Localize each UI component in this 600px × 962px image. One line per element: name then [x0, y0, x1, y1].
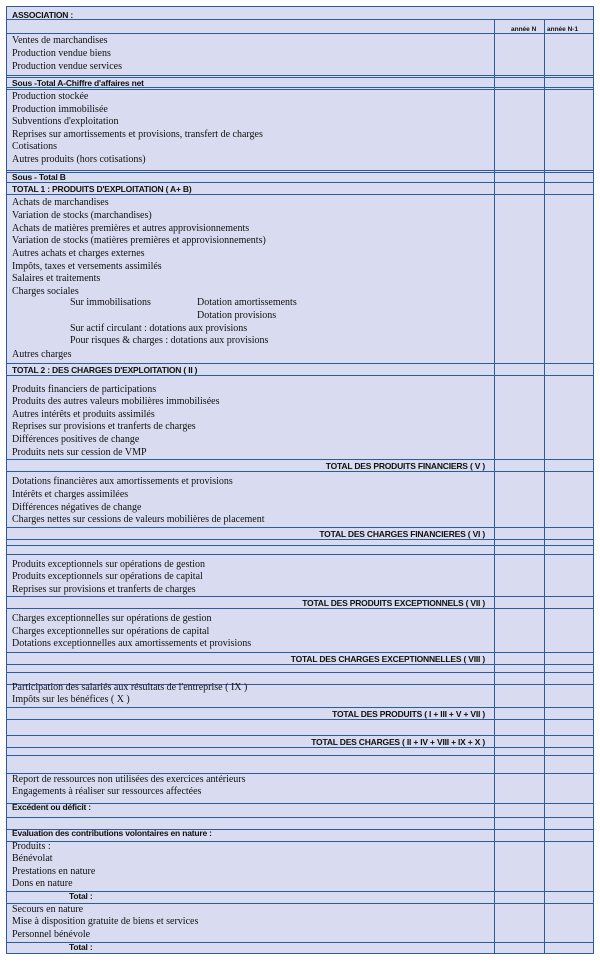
line-reprises-provisions-fin: Reprises sur provisions et tranferts de charges [12, 421, 196, 432]
row-divider [7, 953, 593, 954]
row-divider [7, 539, 593, 540]
column-header-year-n: année N [511, 26, 537, 33]
row-divider [7, 652, 593, 653]
line-differences-positives: Différences positives de change [12, 434, 140, 445]
line-report-ressources: Report de ressources non utilisées des exercices antérieurs [12, 774, 246, 785]
line-engagements: Engagements à réaliser sur ressources affectées [12, 786, 202, 797]
row-divider [7, 719, 593, 720]
row-divider [7, 170, 593, 171]
line-autres-charges: Autres charges [12, 349, 72, 360]
row-divider [7, 664, 593, 665]
line-salaires: Salaires et traitements [12, 273, 101, 284]
row-divider [7, 89, 593, 90]
line-dotation-amortissements: Dotation amortissements [197, 297, 297, 308]
total-1-label: TOTAL 1 : PRODUITS D'EXPLOITATION ( A+ B) [12, 184, 192, 194]
total-produits-nature-label: Total : [69, 891, 93, 901]
column-divider [544, 19, 545, 953]
row-divider [7, 545, 593, 546]
line-secours-nature: Secours en nature [12, 904, 84, 915]
line-variation-stocks-matieres: Variation de stocks (matières premières et approvisionnements) [12, 235, 266, 246]
line-cotisations: Cotisations [12, 141, 58, 152]
line-prod-except-gestion: Produits exceptionnels sur opérations de gestion [12, 559, 206, 570]
line-produits-valeurs-mobilieres: Produits des autres valeurs mobilières immobilisées [12, 396, 220, 407]
line-impots-benefices: Impôts sur les bénéfices ( X ) [12, 694, 130, 705]
row-divider [7, 747, 593, 748]
line-prestations-nature: Prestations en nature [12, 866, 96, 877]
line-ventes-marchandises: Ventes de marchandises [12, 35, 108, 46]
subtotal-b-label: Sous - Total B [12, 172, 66, 182]
total-vi-label: TOTAL DES CHARGES FINANCIERES ( VI ) [319, 529, 485, 539]
row-divider [7, 707, 593, 708]
line-participation-salaries: Participation des salariés aux résultats de l'entreprise ( IX ) [12, 682, 248, 693]
line-production-vendue-biens: Production vendue biens [12, 48, 111, 59]
line-benevolat: Bénévolat [12, 853, 53, 864]
line-dotations-except: Dotations exceptionnelles aux amortissements et provisions [12, 638, 252, 649]
row-divider [7, 363, 593, 364]
line-reprises-amortissements: Reprises sur amortissements et provisions, transfert de charges [12, 129, 263, 140]
line-sur-actif-circulant: Sur actif circulant : dotations aux provisions [70, 323, 248, 334]
line-interets-charges: Intérêts et charges assimilées [12, 489, 129, 500]
line-production-immobilisee: Production immobilisée [12, 104, 108, 115]
line-produits-participations: Produits financiers de participations [12, 384, 157, 395]
total-2-label: TOTAL 2 : DES CHARGES D'EXPLOITATION ( II ) [12, 365, 198, 375]
row-divider [7, 841, 593, 842]
total-v-label: TOTAL DES PRODUITS FINANCIERS ( V ) [325, 461, 485, 471]
row-divider [7, 755, 593, 756]
line-differences-negatives: Différences négatives de change [12, 502, 142, 513]
total-charges-nature-label: Total : [69, 942, 93, 952]
total-charges-label: TOTAL DES CHARGES ( II + IV + VIII + IX + X ) [311, 737, 485, 747]
row-divider [7, 942, 593, 943]
row-divider [7, 672, 593, 673]
subtotal-a-label: Sous -Total A-Chiffre d'affaires net [12, 78, 144, 88]
column-divider [494, 19, 495, 953]
line-reprises-provisions-except: Reprises sur provisions et tranferts de charges [12, 584, 196, 595]
line-charges-except-capital: Charges exceptionnelles sur opérations de capital [12, 626, 210, 637]
row-divider [7, 554, 593, 555]
evaluation-contributions-label: Evaluation des contributions volontaires en nature : [12, 828, 212, 838]
column-header-year-n-1: année N-1 [547, 26, 579, 33]
line-achats-marchandises: Achats de marchandises [12, 197, 109, 208]
line-dons-nature: Dons en nature [12, 878, 73, 889]
line-production-vendue-services: Production vendue services [12, 61, 122, 72]
row-divider [7, 903, 593, 904]
row-divider [7, 75, 593, 76]
row-divider [7, 527, 593, 528]
row-divider [7, 194, 593, 195]
row-divider [7, 891, 593, 892]
row-divider [7, 19, 593, 20]
line-dotation-provisions: Dotation provisions [197, 310, 277, 321]
line-charges-except-gestion: Charges exceptionnelles sur opérations de gestion [12, 613, 212, 624]
line-impots-taxes: Impôts, taxes et versements assimilés [12, 261, 162, 272]
line-achats-matieres: Achats de matières premières et autres approvisionnements [12, 223, 250, 234]
line-produits-nature: Produits : [12, 841, 51, 852]
association-label: ASSOCIATION : [12, 10, 73, 20]
row-divider [7, 803, 593, 804]
row-divider [7, 375, 593, 376]
row-divider [7, 182, 593, 183]
line-subventions: Subventions d'exploitation [12, 116, 119, 127]
row-divider [7, 172, 593, 173]
row-divider [7, 33, 593, 34]
row-divider [7, 817, 593, 818]
row-divider [7, 608, 593, 609]
line-produits-nets-vmp: Produits nets sur cession de VMP [12, 447, 147, 458]
total-vii-label: TOTAL DES PRODUITS EXCEPTIONNELS ( VII ) [302, 598, 485, 608]
line-mise-a-disposition: Mise à disposition gratuite de biens et services [12, 916, 199, 927]
line-variation-stocks-marchandises: Variation de stocks (marchandises) [12, 210, 152, 221]
line-production-stockee: Production stockée [12, 91, 89, 102]
excedent-deficit-label: Excédent ou déficit : [12, 802, 91, 812]
line-charges-nettes-cessions: Charges nettes sur cessions de valeurs mobilières de placement [12, 514, 265, 525]
line-personnel-benevole: Personnel bénévole [12, 929, 91, 940]
line-sur-immobilisations: Sur immobilisations [70, 297, 151, 308]
line-pour-risques-charges: Pour risques & charges : dotations aux provisions [70, 335, 269, 346]
line-prod-except-capital: Produits exceptionnels sur opérations de capital [12, 571, 203, 582]
row-divider [7, 471, 593, 472]
row-divider [7, 735, 593, 736]
line-autres-achats: Autres achats et charges externes [12, 248, 145, 259]
line-autres-interets: Autres intérêts et produits assimilés [12, 409, 155, 420]
total-viii-label: TOTAL DES CHARGES EXCEPTIONNELLES ( VIII ) [290, 654, 485, 664]
income-statement-form [6, 6, 594, 954]
total-produits-label: TOTAL DES PRODUITS ( I + III + V + VII ) [332, 709, 485, 719]
line-autres-produits: Autres produits (hors cotisations) [12, 154, 146, 165]
line-dotations-financieres: Dotations financières aux amortissements et provisions [12, 476, 233, 487]
line-charges-sociales: Charges sociales [12, 286, 79, 297]
